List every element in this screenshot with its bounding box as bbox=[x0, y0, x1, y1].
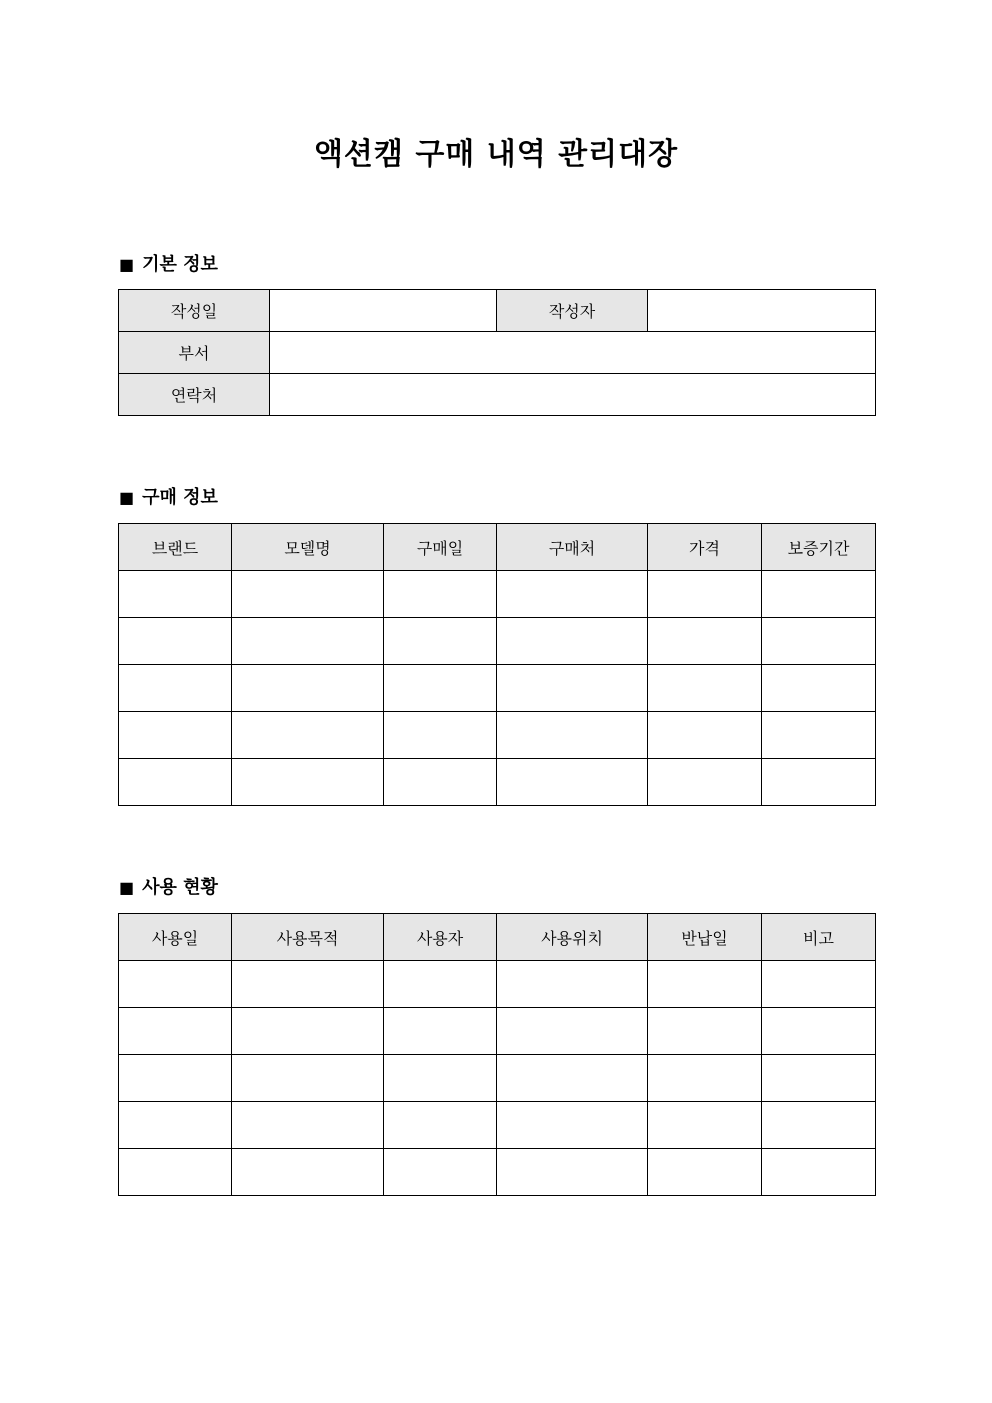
table-cell[interactable] bbox=[119, 759, 232, 806]
table-cell[interactable] bbox=[232, 1055, 384, 1102]
column-header-brand: 브랜드 bbox=[119, 524, 232, 571]
table-cell[interactable] bbox=[384, 1102, 497, 1149]
label-writer: 작성자 bbox=[497, 290, 648, 332]
table-cell[interactable] bbox=[762, 961, 876, 1008]
column-header-user: 사용자 bbox=[384, 914, 497, 961]
department-field[interactable] bbox=[270, 332, 876, 374]
table-cell[interactable] bbox=[119, 1102, 232, 1149]
column-header-price: 가격 bbox=[648, 524, 762, 571]
table-cell[interactable] bbox=[648, 571, 762, 618]
section-title: 구매 정보 bbox=[142, 487, 218, 508]
label-written-date: 작성일 bbox=[119, 290, 270, 332]
table-cell[interactable] bbox=[497, 571, 648, 618]
table-cell[interactable] bbox=[119, 1008, 232, 1055]
table-cell[interactable] bbox=[119, 571, 232, 618]
table-cell[interactable] bbox=[384, 1149, 497, 1196]
square-bullet-icon: ■ bbox=[119, 488, 135, 507]
table-cell[interactable] bbox=[762, 759, 876, 806]
table-cell[interactable] bbox=[232, 759, 384, 806]
table-cell[interactable] bbox=[232, 961, 384, 1008]
table-row bbox=[119, 571, 876, 618]
table-cell[interactable] bbox=[232, 571, 384, 618]
table-cell[interactable] bbox=[384, 1008, 497, 1055]
table-cell[interactable] bbox=[497, 759, 648, 806]
table-cell[interactable] bbox=[497, 618, 648, 665]
table-cell[interactable] bbox=[497, 1149, 648, 1196]
table-cell[interactable] bbox=[119, 712, 232, 759]
table-row bbox=[119, 961, 876, 1008]
table-cell[interactable] bbox=[648, 1055, 762, 1102]
table-cell[interactable] bbox=[648, 1102, 762, 1149]
contact-field[interactable] bbox=[270, 374, 876, 416]
column-header-usage-location: 사용위치 bbox=[497, 914, 648, 961]
table-cell[interactable] bbox=[648, 618, 762, 665]
table-cell[interactable] bbox=[232, 665, 384, 712]
table-cell[interactable] bbox=[762, 712, 876, 759]
table-cell[interactable] bbox=[762, 1149, 876, 1196]
document-title: 액션캠 구매 내역 관리대장 bbox=[313, 137, 679, 172]
table-cell[interactable] bbox=[648, 712, 762, 759]
usage-status-table bbox=[118, 913, 876, 1196]
table-cell[interactable] bbox=[497, 712, 648, 759]
label-contact: 연락처 bbox=[119, 374, 270, 416]
table-row bbox=[119, 665, 876, 712]
section-title: 사용 현황 bbox=[142, 877, 218, 898]
table-cell[interactable] bbox=[384, 759, 497, 806]
basic-info-table bbox=[118, 289, 876, 416]
table-cell[interactable] bbox=[762, 1008, 876, 1055]
square-bullet-icon: ■ bbox=[119, 255, 135, 274]
column-header-purchase-date: 구매일 bbox=[384, 524, 497, 571]
table-cell[interactable] bbox=[384, 961, 497, 1008]
column-header-usage-date: 사용일 bbox=[119, 914, 232, 961]
table-cell[interactable] bbox=[119, 1055, 232, 1102]
table-cell[interactable] bbox=[762, 1102, 876, 1149]
table-cell[interactable] bbox=[384, 1055, 497, 1102]
table-header-row bbox=[119, 524, 876, 571]
column-header-usage-purpose: 사용목적 bbox=[232, 914, 384, 961]
table-row bbox=[119, 1102, 876, 1149]
table-cell[interactable] bbox=[762, 1055, 876, 1102]
table-cell[interactable] bbox=[384, 618, 497, 665]
table-cell[interactable] bbox=[232, 712, 384, 759]
table-row bbox=[119, 332, 876, 374]
column-header-model: 모델명 bbox=[232, 524, 384, 571]
table-cell[interactable] bbox=[232, 1008, 384, 1055]
label-department: 부서 bbox=[119, 332, 270, 374]
table-cell[interactable] bbox=[497, 1008, 648, 1055]
table-row bbox=[119, 618, 876, 665]
table-cell[interactable] bbox=[384, 665, 497, 712]
table-cell[interactable] bbox=[119, 961, 232, 1008]
table-cell[interactable] bbox=[648, 665, 762, 712]
table-cell[interactable] bbox=[648, 1008, 762, 1055]
table-cell[interactable] bbox=[497, 665, 648, 712]
table-cell[interactable] bbox=[232, 618, 384, 665]
column-header-return-date: 반납일 bbox=[648, 914, 762, 961]
table-cell[interactable] bbox=[762, 618, 876, 665]
square-bullet-icon: ■ bbox=[119, 878, 135, 897]
table-cell[interactable] bbox=[648, 1149, 762, 1196]
column-header-remarks: 비고 bbox=[762, 914, 876, 961]
table-cell[interactable] bbox=[497, 1102, 648, 1149]
section-heading-purchase-info bbox=[119, 486, 218, 510]
section-title: 기본 정보 bbox=[142, 254, 218, 275]
table-row bbox=[119, 290, 876, 332]
table-row bbox=[119, 712, 876, 759]
table-row bbox=[119, 759, 876, 806]
section-heading-usage-status bbox=[119, 876, 218, 900]
table-cell[interactable] bbox=[119, 618, 232, 665]
table-cell[interactable] bbox=[648, 759, 762, 806]
table-cell[interactable] bbox=[119, 665, 232, 712]
purchase-info-table bbox=[118, 523, 876, 806]
writer-field[interactable] bbox=[648, 290, 876, 332]
column-header-vendor: 구매처 bbox=[497, 524, 648, 571]
section-heading-basic-info bbox=[119, 253, 218, 277]
table-cell[interactable] bbox=[119, 1149, 232, 1196]
table-cell[interactable] bbox=[648, 961, 762, 1008]
table-row bbox=[119, 1055, 876, 1102]
table-cell[interactable] bbox=[762, 571, 876, 618]
table-row bbox=[119, 1008, 876, 1055]
table-cell[interactable] bbox=[384, 571, 497, 618]
table-cell[interactable] bbox=[497, 961, 648, 1008]
table-row bbox=[119, 1149, 876, 1196]
table-cell[interactable] bbox=[497, 1055, 648, 1102]
table-cell[interactable] bbox=[232, 1102, 384, 1149]
table-header-row bbox=[119, 914, 876, 961]
table-cell[interactable] bbox=[232, 1149, 384, 1196]
table-cell[interactable] bbox=[384, 712, 497, 759]
written-date-field[interactable] bbox=[270, 290, 497, 332]
table-row bbox=[119, 374, 876, 416]
column-header-warranty: 보증기간 bbox=[762, 524, 876, 571]
table-cell[interactable] bbox=[762, 665, 876, 712]
